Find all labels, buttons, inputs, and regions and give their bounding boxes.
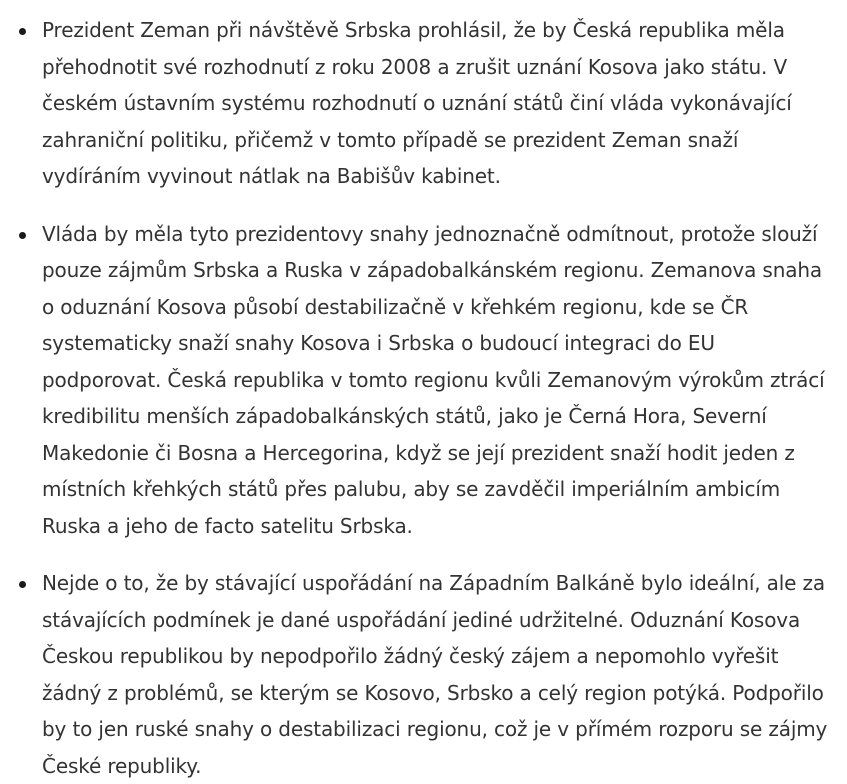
list-item [0, 0, 847, 195]
list-item-text: Prezident Zeman při návštěvě Srbska prohlásil, že by Česká republika měla přehodnotit své rozhodnutí z roku 2008 a zrušit uznání Kosova jako státu. V českém ústavním systému rozhodnutí o uznání států činí vláda vykonávající zahraniční politiku, přičemž v tomto případě se prezident Zeman snaží vydíráním vyvinout nátlak na Babišův kabinet. [42, 18, 792, 188]
bullet-point-icon [19, 28, 26, 35]
bullet-point-icon [19, 232, 26, 239]
list-item-text: Nejde o to, že by stávající uspořádání na Západním Balkáně bylo ideální, ale za stávajících podmínek je dané uspořádání jediné udržitelné. Oduznání Kosova Českou republikou by nepodpořilo žádný český zájem a nepomohlo vyřešit žádný z problémů, se kterým se Kosovo, Srbsko a celý region potýká. Podpořilo by to jen ruské snahy o destabilizaci regionu, což je v přímém rozporu se zájmy České republiky. [42, 571, 828, 778]
bullet-point-icon [19, 581, 26, 588]
list-item-text: Vláda by měla tyto prezidentovy snahy jednoznačně odmítnout, protože slouží pouze zájmům Srbska a Ruska v západobalkánském regionu. Zemanova snaha o oduznání Kosova působí destabilizačně v křehkém regionu, kde se ČR systematicky snaží snahy Kosova i Srbska o budoucí integraci do EU podporovat. Česká republika v tomto regionu kvůli Zemanovým výrokům ztrácí kredibilitu menších západobalkánských států, jako je Černá Hora, Severní Makedonie či Bosna a Hercegorina, když se její prezident snaží hodit jeden z místních křehkých států přes palubu, aby se zavděčil imperiálním ambicím Ruska a jeho de facto satelitu Srbska. [42, 221, 825, 538]
list-item [0, 565, 847, 784]
list-item [0, 216, 847, 545]
